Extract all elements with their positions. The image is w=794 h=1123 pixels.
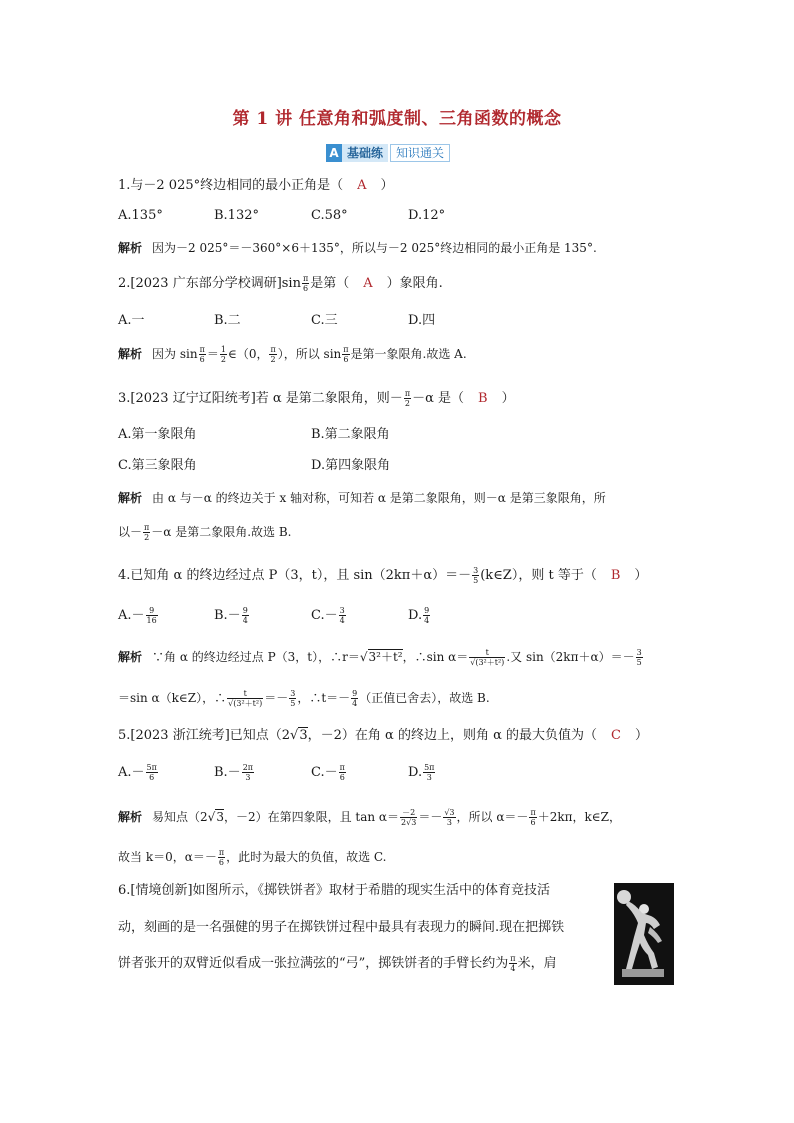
question-3-options-row-1 xyxy=(118,426,518,444)
option-b: B.132° xyxy=(214,208,259,223)
page-title: 第 1 讲 任意角和弧度制、三角函数的概念 xyxy=(232,109,562,129)
question-6-line-1: 6.[情境创新]如图所示，《掷铁饼者》取材于希腊的现实生活中的体育竞技活 xyxy=(118,883,551,898)
section-badge xyxy=(326,144,450,162)
option-d: D.12° xyxy=(408,208,446,223)
question-4-options xyxy=(118,606,518,628)
solution-5-line-1: 解析 易知点（2√3，－2）在第四象限，且 tan α＝ $\frac{-2}{2√3}$ ＝－ $\frac{√3}{3}$ ，所以 α＝－ $\frac{\pi}{6}$ ＋2kπ，k∈Z， xyxy=(118,808,621,827)
option-c: C.－ $\frac{\pi}{6}$ xyxy=(311,763,345,782)
question-6-line-2: 动，刻画的是一名强健的男子在掷铁饼过程中最具有表现力的瞬间.现在把掷铁 xyxy=(118,920,565,935)
option-d: D. $\frac{5\pi}{3}$ xyxy=(408,763,435,782)
badge-letter: A xyxy=(326,144,342,162)
option-b: B.二 xyxy=(214,313,241,328)
question-3-stem: 3.[2023 辽宁辽阳统考]若 α 是第二象限角，则－ $\frac{\pi}{2}$ －α 是（ B ） xyxy=(118,389,515,408)
option-c: C.三 xyxy=(311,313,338,328)
option-b: B.第二象限角 xyxy=(311,427,390,442)
option-d: D.四 xyxy=(408,313,436,328)
option-a: A.－ $\frac{5\pi}{6}$ xyxy=(118,763,157,782)
option-b: B.－ $\frac{2\pi}{3}$ xyxy=(214,763,254,782)
question-2-stem: 2.[2023 广东部分学校调研]sin $\frac{\pi}{6}$ 是第（ A ）象限角. xyxy=(118,274,443,293)
option-c: C.58° xyxy=(311,208,348,223)
answer-3: B xyxy=(478,391,488,406)
question-4-stem: 4.已知角 α 的终边经过点 P（3，t），且 sin（2kπ＋α）＝－ $\frac{3}{5}$ (k∈Z），则 t 等于（ B ） xyxy=(118,566,648,585)
question-2-options xyxy=(118,312,518,330)
option-b: B.－ $\frac{9}{4}$ xyxy=(214,606,248,625)
solution-3-line-2: 以－ $\frac{\pi}{2}$ －α 是第二象限角.故选 B. xyxy=(118,523,292,542)
solution-3-line-1: 解析 由 α 与－α 的终边关于 x 轴对称，可知若 α 是第二象限角，则－α 是第三象限角，所 xyxy=(118,491,606,505)
badge-sub: 知识通关 xyxy=(390,144,450,162)
question-5-stem: 5.[2023 浙江统考]已知点（2√3，－2）在角 α 的终边上，则角 α 的最大负值为（ C ） xyxy=(118,728,648,743)
answer-2: A xyxy=(363,276,373,291)
discobolus-statue-image xyxy=(614,883,674,985)
solution-1: 解析 因为－2 025°＝－360°×6＋135°，所以与－2 025°终边相同的最小正角是 135°. xyxy=(118,241,597,255)
option-a: A.一 xyxy=(118,313,145,328)
option-a: A.第一象限角 xyxy=(118,427,197,442)
question-3-options-row-2 xyxy=(118,457,518,475)
answer-4: B xyxy=(610,568,621,583)
solution-4-line-2: ＝sin α（k∈Z），∴ $\frac{t}{\text{√(3²＋t²)}}$ ＝－ $\frac{3}{5}$ ，∴t＝－ $\frac{9}{4}$ （正值已舍去），故选 B. xyxy=(118,689,490,708)
option-d: D.第四象限角 xyxy=(311,458,391,473)
option-a: A.135° xyxy=(118,208,163,223)
question-6-line-3: 饼者张开的双臂近似看成一张拉满弦的“弓”，掷铁饼者的手臂长约为 $\frac{\pi}{4}$ 米，肩 xyxy=(118,954,557,973)
option-c: C.第三象限角 xyxy=(118,458,197,473)
option-a: A.－ $\frac{9}{16}$ xyxy=(118,606,157,625)
answer-5: C xyxy=(610,728,621,743)
option-d: D. $\frac{9}{4}$ xyxy=(408,606,430,625)
solution-4-line-1: 解析 ∵角 α 的终边经过点 P（3，t），∴r＝√3²＋t²，∴sin α＝ $\frac{t}{\text{√(3²＋t²)}}$ .又 sin（2kπ＋α）＝－ $\frac{3}{5}$ xyxy=(118,648,642,667)
badge-label: 基础练 xyxy=(342,144,388,162)
answer-1: A xyxy=(357,178,367,193)
option-c: C.－ $\frac{3}{4}$ xyxy=(311,606,345,625)
question-1-options xyxy=(118,207,518,225)
solution-5-line-2: 故当 k＝0，α＝－ $\frac{\pi}{6}$ ，此时为最大的负值，故选 C. xyxy=(118,848,387,867)
question-1-stem: 1.与－2 025°终边相同的最小正角是（ A ） xyxy=(118,178,394,193)
question-5-options xyxy=(118,763,518,785)
solution-2: 解析 因为 sin $\frac{\pi}{6}$ ＝ $\frac{1}{2}$ ∈（0， $\frac{\pi}{2}$ ），所以 sin $\frac{\pi}{6}$ 是第一象限角.故选 A. xyxy=(118,345,467,364)
statue-silhouette-icon xyxy=(614,883,674,985)
